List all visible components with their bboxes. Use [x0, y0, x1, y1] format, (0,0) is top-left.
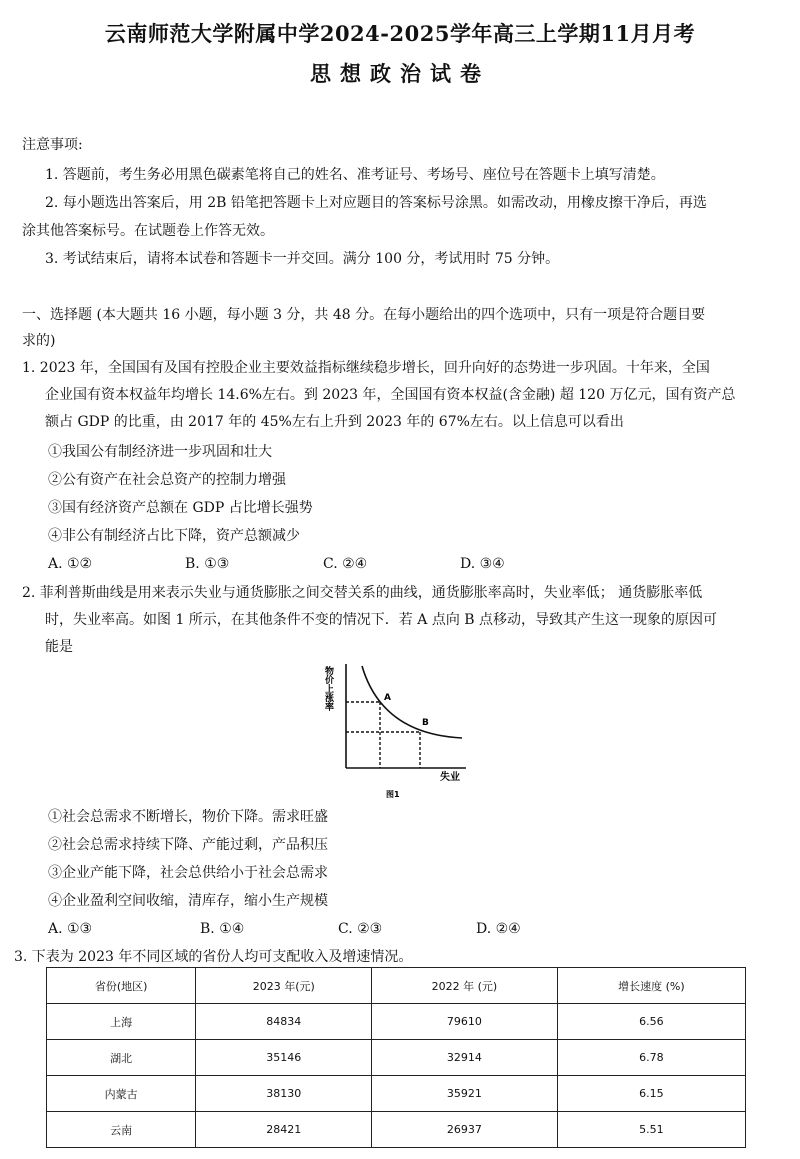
q2-option-c[interactable]: C. ②③	[338, 921, 383, 937]
table-header-province: 省份(地区)	[47, 968, 196, 1004]
q1-option-b[interactable]: B. ①③	[185, 556, 230, 572]
income-table	[46, 967, 746, 1148]
table-header-2022: 2022 年 (元)	[372, 968, 558, 1004]
table-cell: 内蒙古	[47, 1076, 196, 1112]
table-row	[47, 1112, 746, 1148]
exam-title: 云南师范大学附属中学2024-2025学年高三上学期11月月考	[104, 21, 696, 46]
table-cell: 35921	[372, 1076, 558, 1112]
phillips-curve-chart	[316, 660, 476, 800]
table-cell: 26937	[372, 1112, 558, 1148]
exam-subtitle: 思想政治试卷	[310, 61, 490, 86]
q1-statement-1: ①我国公有制经济进一步巩固和壮大	[48, 444, 272, 460]
q2-statement-1: ①社会总需求不断增长，物价下降。需求旺盛	[48, 809, 328, 825]
q1-statement-3: ③国有经济资产总额在 GDP 占比增长强势	[48, 500, 313, 516]
y-axis-label: 物价上涨率	[323, 666, 333, 711]
q1-stem-line: 企业国有资本权益年均增长 14.6%左右。到 2023 年，全国国有资本权益(含金融) 超 120 万亿元，国有资产总	[45, 387, 736, 403]
q1-stem-line: 1. 2023 年，全国国有及国有控股企业主要效益指标继续稳步增长，回升向好的态势进一步巩固。十年来，全国	[22, 360, 710, 376]
table-cell: 84834	[196, 1004, 372, 1040]
point-a-label: A	[384, 693, 391, 703]
table-cell: 6.15	[557, 1076, 745, 1112]
table-cell: 云南	[47, 1112, 196, 1148]
q2-statement-4: ④企业盈利空间收缩，清库存，缩小生产规模	[48, 893, 328, 909]
notice-heading: 注意事项:	[22, 137, 83, 153]
table-row	[47, 1076, 746, 1112]
table-header-row	[47, 968, 746, 1004]
point-b-label: B	[422, 718, 429, 728]
section-heading-cont: 求的)	[22, 333, 56, 349]
q1-stem-line: 额占 GDP 的比重，由 2017 年的 45%左右上升到 2023 年的 67%左右。以上信息可以看出	[45, 414, 624, 430]
notice-item-1: 1. 答题前，考生务必用黑色碳素笔将自己的姓名、准考证号、考场号、座位号在答题卡上填写清楚。	[45, 167, 665, 183]
table-row	[47, 1040, 746, 1076]
table-cell: 6.78	[557, 1040, 745, 1076]
q1-option-d[interactable]: D. ③④	[460, 556, 505, 572]
q2-options	[0, 920, 800, 938]
q1-statement-2: ②公有资产在社会总资产的控制力增强	[48, 472, 286, 488]
q1-options	[0, 555, 800, 573]
q1-statement-4: ④非公有制经济占比下降，资产总额减少	[48, 528, 300, 544]
x-axis-label: 失业	[440, 772, 460, 783]
notice-item-3: 3. 考试结束后，请将本试卷和答题卡一并交回。满分 100 分，考试用时 75 分钟。	[45, 251, 560, 267]
section-heading: 一、选择题 (本大题共 16 小题，每小题 3 分，共 48 分。在每小题给出的四个选项中，只有一项是符合题目要	[22, 307, 706, 323]
figure-caption: 图1	[386, 790, 400, 799]
q2-statement-2: ②社会总需求持续下降、产能过剩，产品积压	[48, 837, 328, 853]
table-cell: 28421	[196, 1112, 372, 1148]
q2-option-a[interactable]: A. ①③	[48, 921, 93, 937]
q2-option-d[interactable]: D. ②④	[476, 921, 521, 937]
table-header-2023: 2023 年(元)	[196, 968, 372, 1004]
table-cell: 6.56	[557, 1004, 745, 1040]
q3-stem-line: 3. 下表为 2023 年不同区域的省份人均可支配收入及增速情况。	[14, 949, 413, 965]
notice-item-2-cont: 涂其他答案标号。在试题卷上作答无效。	[22, 223, 274, 239]
q2-option-b[interactable]: B. ①④	[200, 921, 245, 937]
table-cell: 32914	[372, 1040, 558, 1076]
table-cell: 38130	[196, 1076, 372, 1112]
q2-stem-line: 能是	[45, 639, 73, 655]
table-cell: 上海	[47, 1004, 196, 1040]
q1-option-c[interactable]: C. ②④	[323, 556, 368, 572]
phillips-curve-figure	[316, 660, 476, 800]
q1-option-a[interactable]: A. ①②	[48, 556, 93, 572]
table-row	[47, 1004, 746, 1040]
table-cell: 湖北	[47, 1040, 196, 1076]
q2-stem-line: 2. 菲利普斯曲线是用来表示失业与通货膨胀之间交替关系的曲线，通货膨胀率高时，失业率低； 通货膨胀率低	[22, 585, 703, 601]
q2-stem-line: 时，失业率高。如图 1 所示，在其他条件不变的情况下．若 A 点向 B 点移动，导致其产生这一现象的原因可	[45, 612, 718, 628]
table-header-growth: 增长速度 (%)	[557, 968, 745, 1004]
q2-statement-3: ③企业产能下降，社会总供给小于社会总需求	[48, 865, 328, 881]
notice-item-2: 2. 每小题选出答案后，用 2B 铅笔把答题卡上对应题目的答案标号涂黑。如需改动，用橡皮擦干净后，再选	[45, 195, 707, 211]
table-cell: 5.51	[557, 1112, 745, 1148]
table-cell: 35146	[196, 1040, 372, 1076]
table-cell: 79610	[372, 1004, 558, 1040]
